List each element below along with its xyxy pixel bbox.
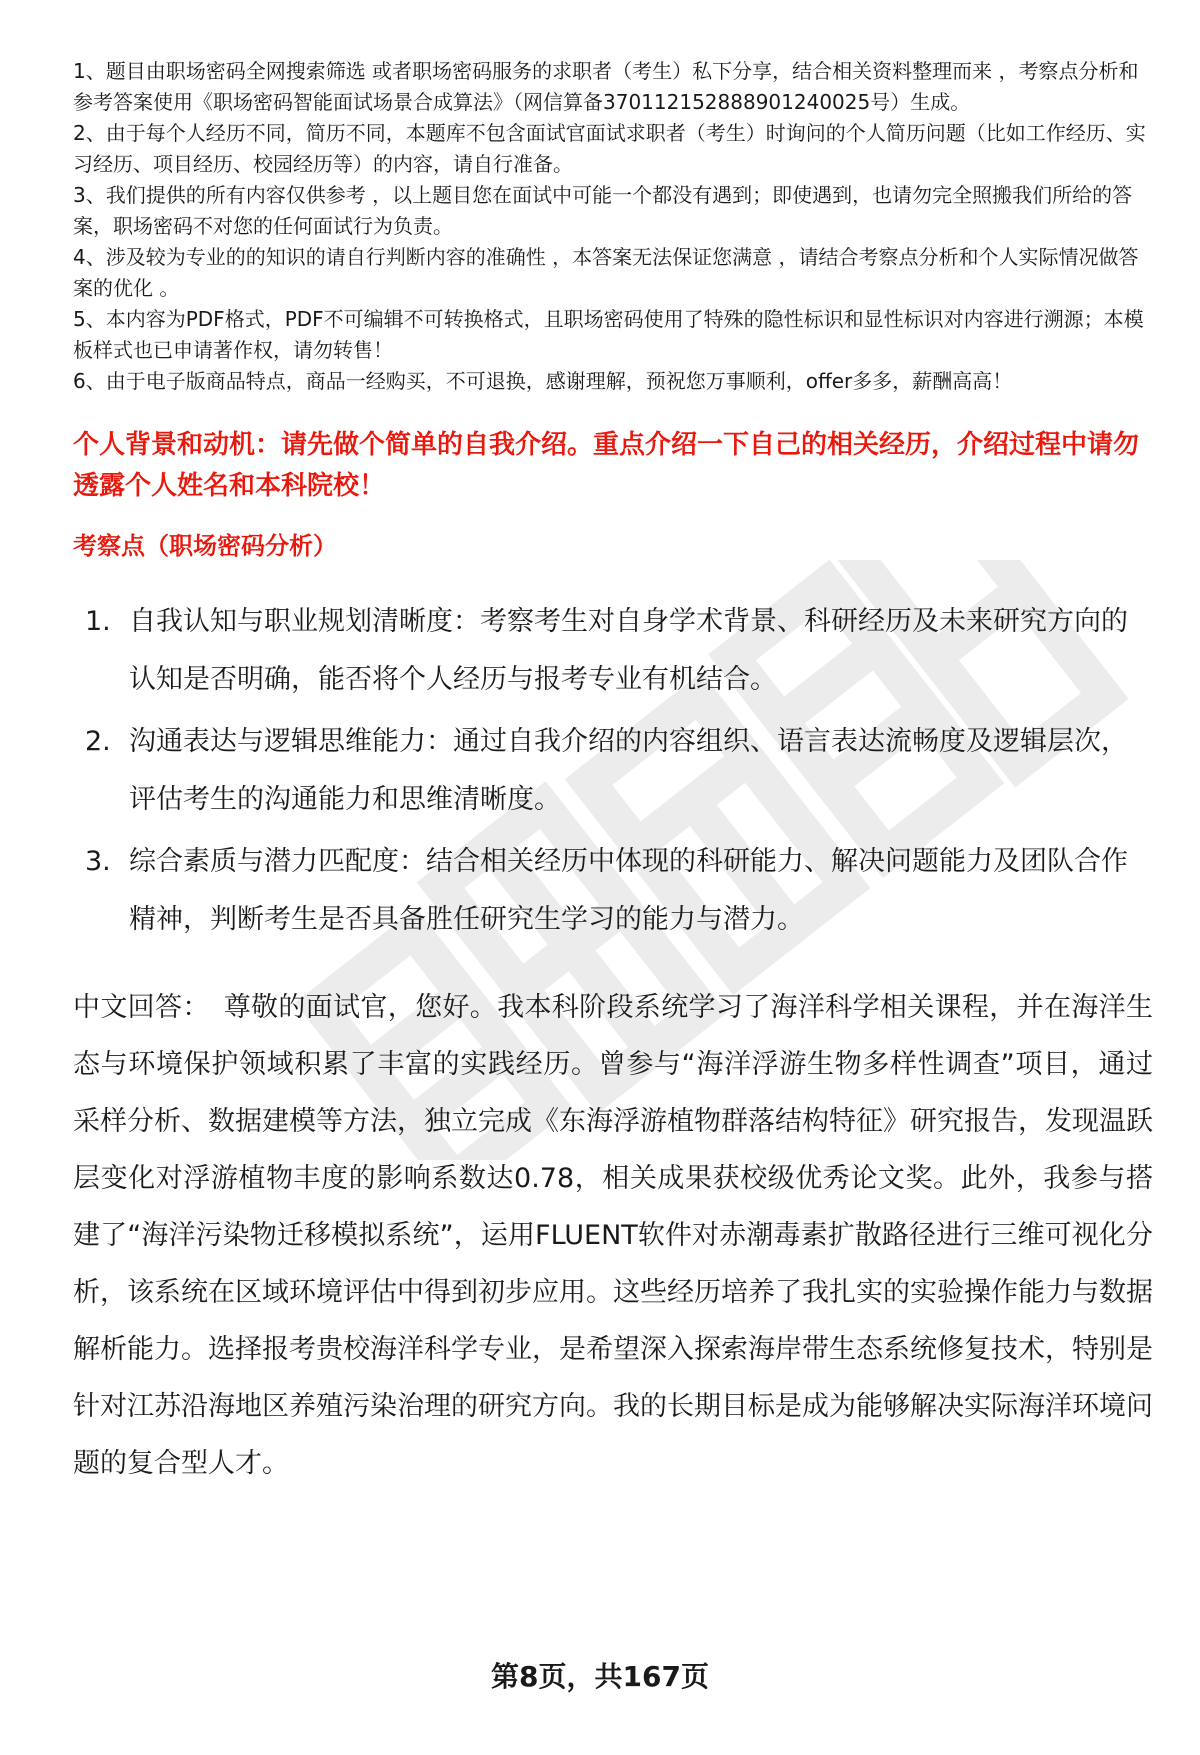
interview-question: 个人背景和动机：请先做个简单的自我介绍。重点介绍一下自己的相关经历，介绍过程中请勿透露个人姓名和本科院校！ <box>73 430 1140 501</box>
point-text: 综合素质与潜力匹配度：结合相关经历中体现的科研能力、解决问题能力及团队合作精神，判断考生是否具备胜任研究生学习的能力与潜力。 <box>129 846 1128 935</box>
page-number: 第8页，共167页 <box>491 1660 709 1693</box>
disclaimer-item: 2、由于每个人经历不同，简历不同，本题库不包含面试官面试求职者（考生）时询问的个人简历问题（比如工作经历、实习经历、项目经历、校园经历等）的内容，请自行准备。 <box>73 121 1146 176</box>
analysis-points <box>73 593 1153 949</box>
analysis-point <box>73 593 1153 709</box>
point-number: 1. <box>85 606 111 637</box>
answer-paragraph <box>73 979 1153 1492</box>
analysis-point <box>73 713 1153 829</box>
page-content <box>73 56 1153 1492</box>
disclaimer-item: 4、涉及较为专业的的知识的请自行判断内容的准确性 ，本答案无法保证您满意 ，请结合考察点分析和个人实际情况做答案的优化 。 <box>73 245 1139 300</box>
disclaimer-item: 6、由于电子版商品特点，商品一经购买，不可退换，感谢理解，预祝您万事顺利，offer多多，薪酬高高！ <box>73 369 1013 393</box>
answer-text: 尊敬的面试官，您好。我本科阶段系统学习了海洋科学相关课程，并在海洋生态与环境保护领域积累了丰富的实践经历。曾参与“海洋浮游生物多样性调查”项目，通过采样分析、数据建模等方法，独立完成《东海浮游植物群落结构特征》研究报告，发现温跃层变化对浮游植物丰度的影响系数达0.78，相关成果获校级优秀论文奖。此外，我参与搭建了“海洋污染物迁移模拟系统”，运用FLUENT软件对赤潮毒素扩散路径进行三维可视化分析，该系统在区域环境评估中得到初步应用。这些经历培养了我扎实的实验操作能力与数据解析能力。选择报考贵校海洋科学专业，是希望深入探索海岸带生态系统修复技术，特别是针对江苏沿海地区养殖污染治理的研究方向。我的长期目标是成为能够解决实际海洋环境问题的复合型人才。 <box>73 992 1154 1479</box>
disclaimer-item: 5、本内容为PDF格式，PDF不可编辑不可转换格式，且职场密码使用了特殊的隐性标识和显性标识对内容进行溯源；本模板样式也已申请著作权，请勿转售！ <box>73 307 1144 362</box>
point-text: 沟通表达与逻辑思维能力：通过自我介绍的内容组织、语言表达流畅度及逻辑层次，评估考生的沟通能力和思维清晰度。 <box>129 726 1128 815</box>
analysis-title: 考察点（职场密码分析） <box>73 532 337 560</box>
point-text: 自我认知与职业规划清晰度：考察考生对自身学术背景、科研经历及未来研究方向的认知是否明确，能否将个人经历与报考专业有机结合。 <box>129 606 1128 695</box>
answer-label: 中文回答： <box>73 992 210 1023</box>
disclaimer-item: 3、我们提供的所有内容仅供参考 ，以上题目您在面试中可能一个都没有遇到；即使遇到，也请勿完全照搬我们所给的答案，职场密码不对您的任何面试行为负责。 <box>73 183 1133 238</box>
disclaimer-item: 1、题目由职场密码全网搜索筛选 或者职场密码服务的求职者（考生）私下分享，结合相关资料整理而来 ，考察点分析和参考答案使用《职场密码智能面试场景合成算法》（网信算备370112152888901240025号）生成。 <box>73 59 1139 114</box>
point-number: 3. <box>85 846 111 877</box>
point-number: 2. <box>85 726 111 757</box>
disclaimer-list <box>73 56 1153 397</box>
analysis-point <box>73 833 1153 949</box>
